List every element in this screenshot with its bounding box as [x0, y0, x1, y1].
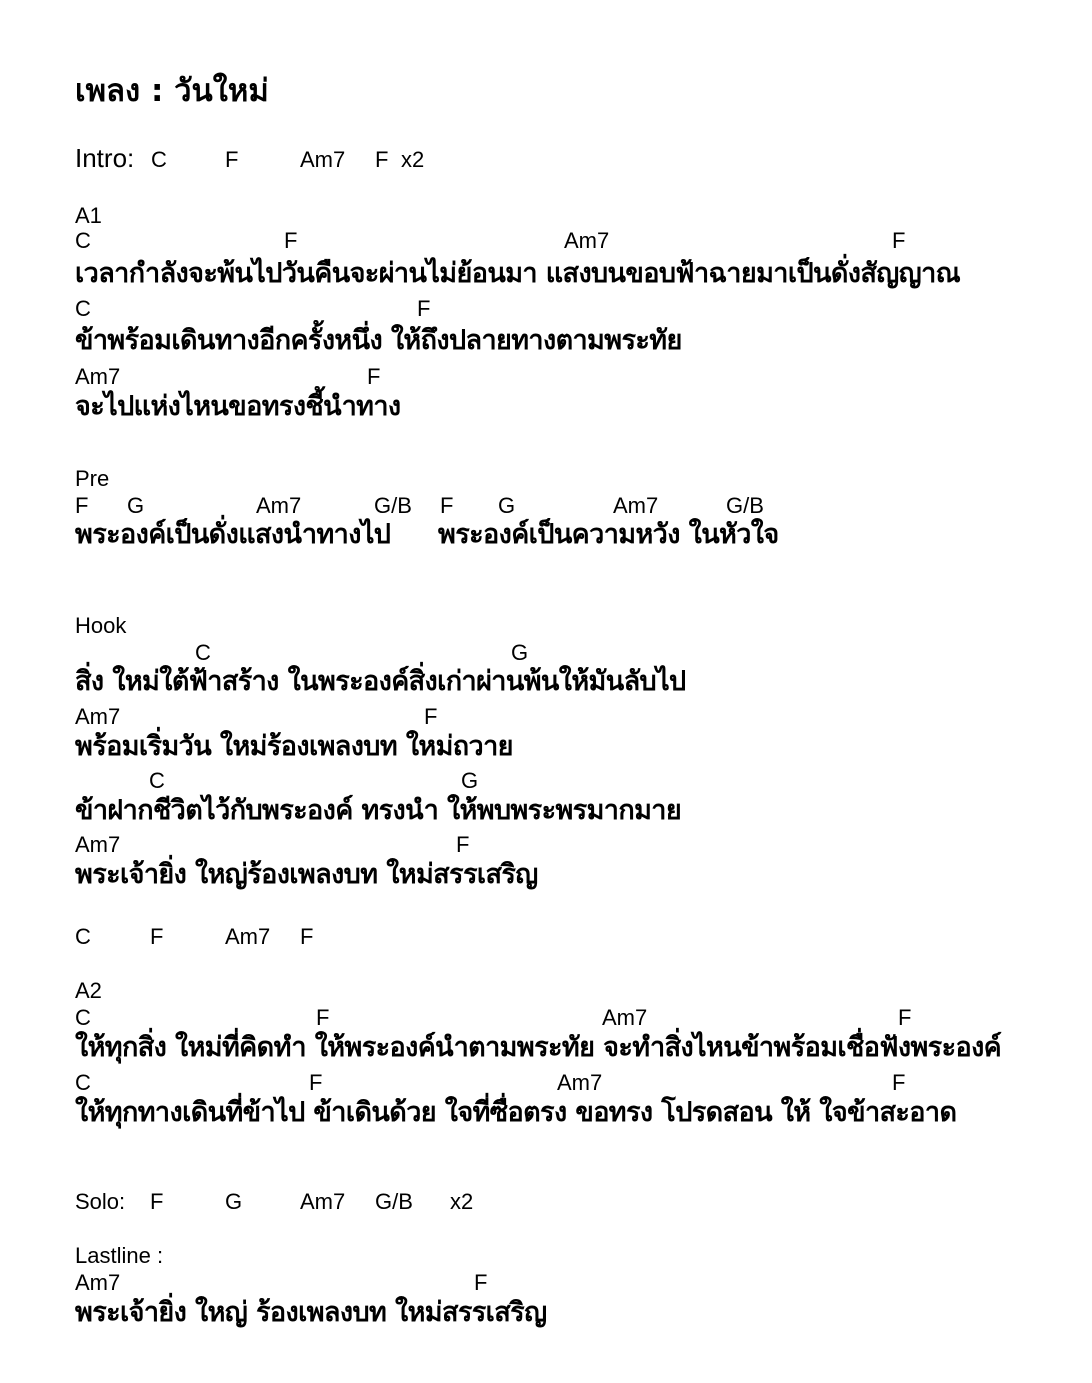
- song-title: เพลง : วันใหม่: [75, 73, 269, 109]
- lyric-line: พระองค์เป็นความหวัง ในหัวใจ: [438, 519, 779, 550]
- chord: F: [75, 493, 89, 518]
- intro-label: Intro:: [75, 143, 135, 173]
- lyric-line: พร้อมเริ่มวัน ใหม่ร้องเพลงบท ใหม่ถวาย: [75, 731, 513, 762]
- chord: F: [456, 832, 470, 857]
- solo-label: Solo:: [75, 1189, 126, 1214]
- intro-chord: F: [375, 147, 389, 172]
- section-label-pre: Pre: [75, 466, 110, 491]
- chord: Am7: [75, 704, 121, 729]
- lyric-line: ให้ทุกทางเดินที่ข้าไป ข้าเดินด้วย ใจที่ซื่อตรง ขอทรง โปรดสอน ให้ ใจข้าสะอาด: [75, 1097, 957, 1128]
- chord: Am7: [75, 1270, 121, 1295]
- lyric-line: จะไปแห่งไหนขอทรงชี้นำทาง: [75, 391, 401, 422]
- lastline-label: Lastline :: [75, 1243, 164, 1268]
- interlude-chord: F: [300, 924, 314, 949]
- interlude-chord: F: [150, 924, 164, 949]
- chord: G: [511, 640, 529, 665]
- chord: G: [127, 493, 145, 518]
- solo-repeat: x2: [450, 1189, 474, 1214]
- chord: Am7: [613, 493, 659, 518]
- lyric-line: สิ่ง ใหม่ใต้ฟ้าสร้าง ในพระองค์สิ่งเก่าผ่านพ้นให้มันลับไป: [75, 666, 686, 697]
- lyric-line: ข้าพร้อมเดินทางอีกครั้งหนึ่ง ให้ถึงปลายทางตามพระทัย: [75, 325, 682, 356]
- intro-chord: C: [151, 147, 167, 172]
- interlude-chord: C: [75, 924, 91, 949]
- chord: C: [75, 296, 91, 321]
- lyric-line: พระองค์เป็นดั่งแสงนำทางไป: [75, 519, 391, 550]
- lyric-line: เวลากำลังจะพ้นไปวันคืนจะผ่านไม่ย้อนมา แสงบนขอบฟ้าฉายมาเป็นดั่งสัญญาณ: [75, 258, 961, 289]
- section-label-a1: A1: [75, 203, 102, 228]
- chord: Am7: [75, 364, 121, 389]
- chord: G: [498, 493, 516, 518]
- intro-chord: Am7: [300, 147, 346, 172]
- solo-chord: G/B: [375, 1189, 413, 1214]
- section-label-hook: Hook: [75, 613, 127, 638]
- chord: G: [461, 768, 479, 793]
- chord: F: [892, 228, 906, 253]
- chord: C: [195, 640, 211, 665]
- lyric-line: ข้าฝากชีวิตไว้กับพระองค์ ทรงนำ ให้พบพระพรมากมาย: [75, 795, 682, 826]
- chord: F: [316, 1005, 330, 1030]
- chord: F: [440, 493, 454, 518]
- chord: C: [75, 228, 91, 253]
- interlude-chord: Am7: [225, 924, 271, 949]
- chord: F: [892, 1070, 906, 1095]
- lyric-line: ให้ทุกสิ่ง ใหม่ที่คิดทำ ให้พระองค์นำตามพระทัย จะทำสิ่งไหนข้าพร้อมเชื่อฟังพระองค์: [75, 1032, 1002, 1063]
- chord: F: [417, 296, 431, 321]
- lyric-line: พระเจ้ายิ่ง ใหญ่ร้องเพลงบท ใหม่สรรเสริญ: [75, 859, 538, 890]
- chord: Am7: [256, 493, 302, 518]
- chord: C: [75, 1005, 91, 1030]
- chord: G/B: [374, 493, 412, 518]
- solo-chord: F: [150, 1189, 164, 1214]
- lyric-line: พระเจ้ายิ่ง ใหญ่ ร้องเพลงบท ใหม่สรรเสริญ: [75, 1297, 547, 1328]
- section-label-a2: A2: [75, 978, 102, 1003]
- chord: F: [424, 704, 438, 729]
- solo-chord: Am7: [300, 1189, 346, 1214]
- chord: Am7: [557, 1070, 603, 1095]
- chord: Am7: [75, 832, 121, 857]
- chord: G/B: [726, 493, 764, 518]
- chord: F: [367, 364, 381, 389]
- chord: Am7: [602, 1005, 648, 1030]
- chord: C: [149, 768, 165, 793]
- chord: F: [284, 228, 298, 253]
- chord: C: [75, 1070, 91, 1095]
- solo-chord: G: [225, 1189, 243, 1214]
- chord: F: [898, 1005, 912, 1030]
- intro-chord: F: [225, 147, 239, 172]
- chord: F: [474, 1270, 488, 1295]
- chord: F: [309, 1070, 323, 1095]
- intro-repeat: x2: [401, 147, 425, 172]
- chord: Am7: [564, 228, 610, 253]
